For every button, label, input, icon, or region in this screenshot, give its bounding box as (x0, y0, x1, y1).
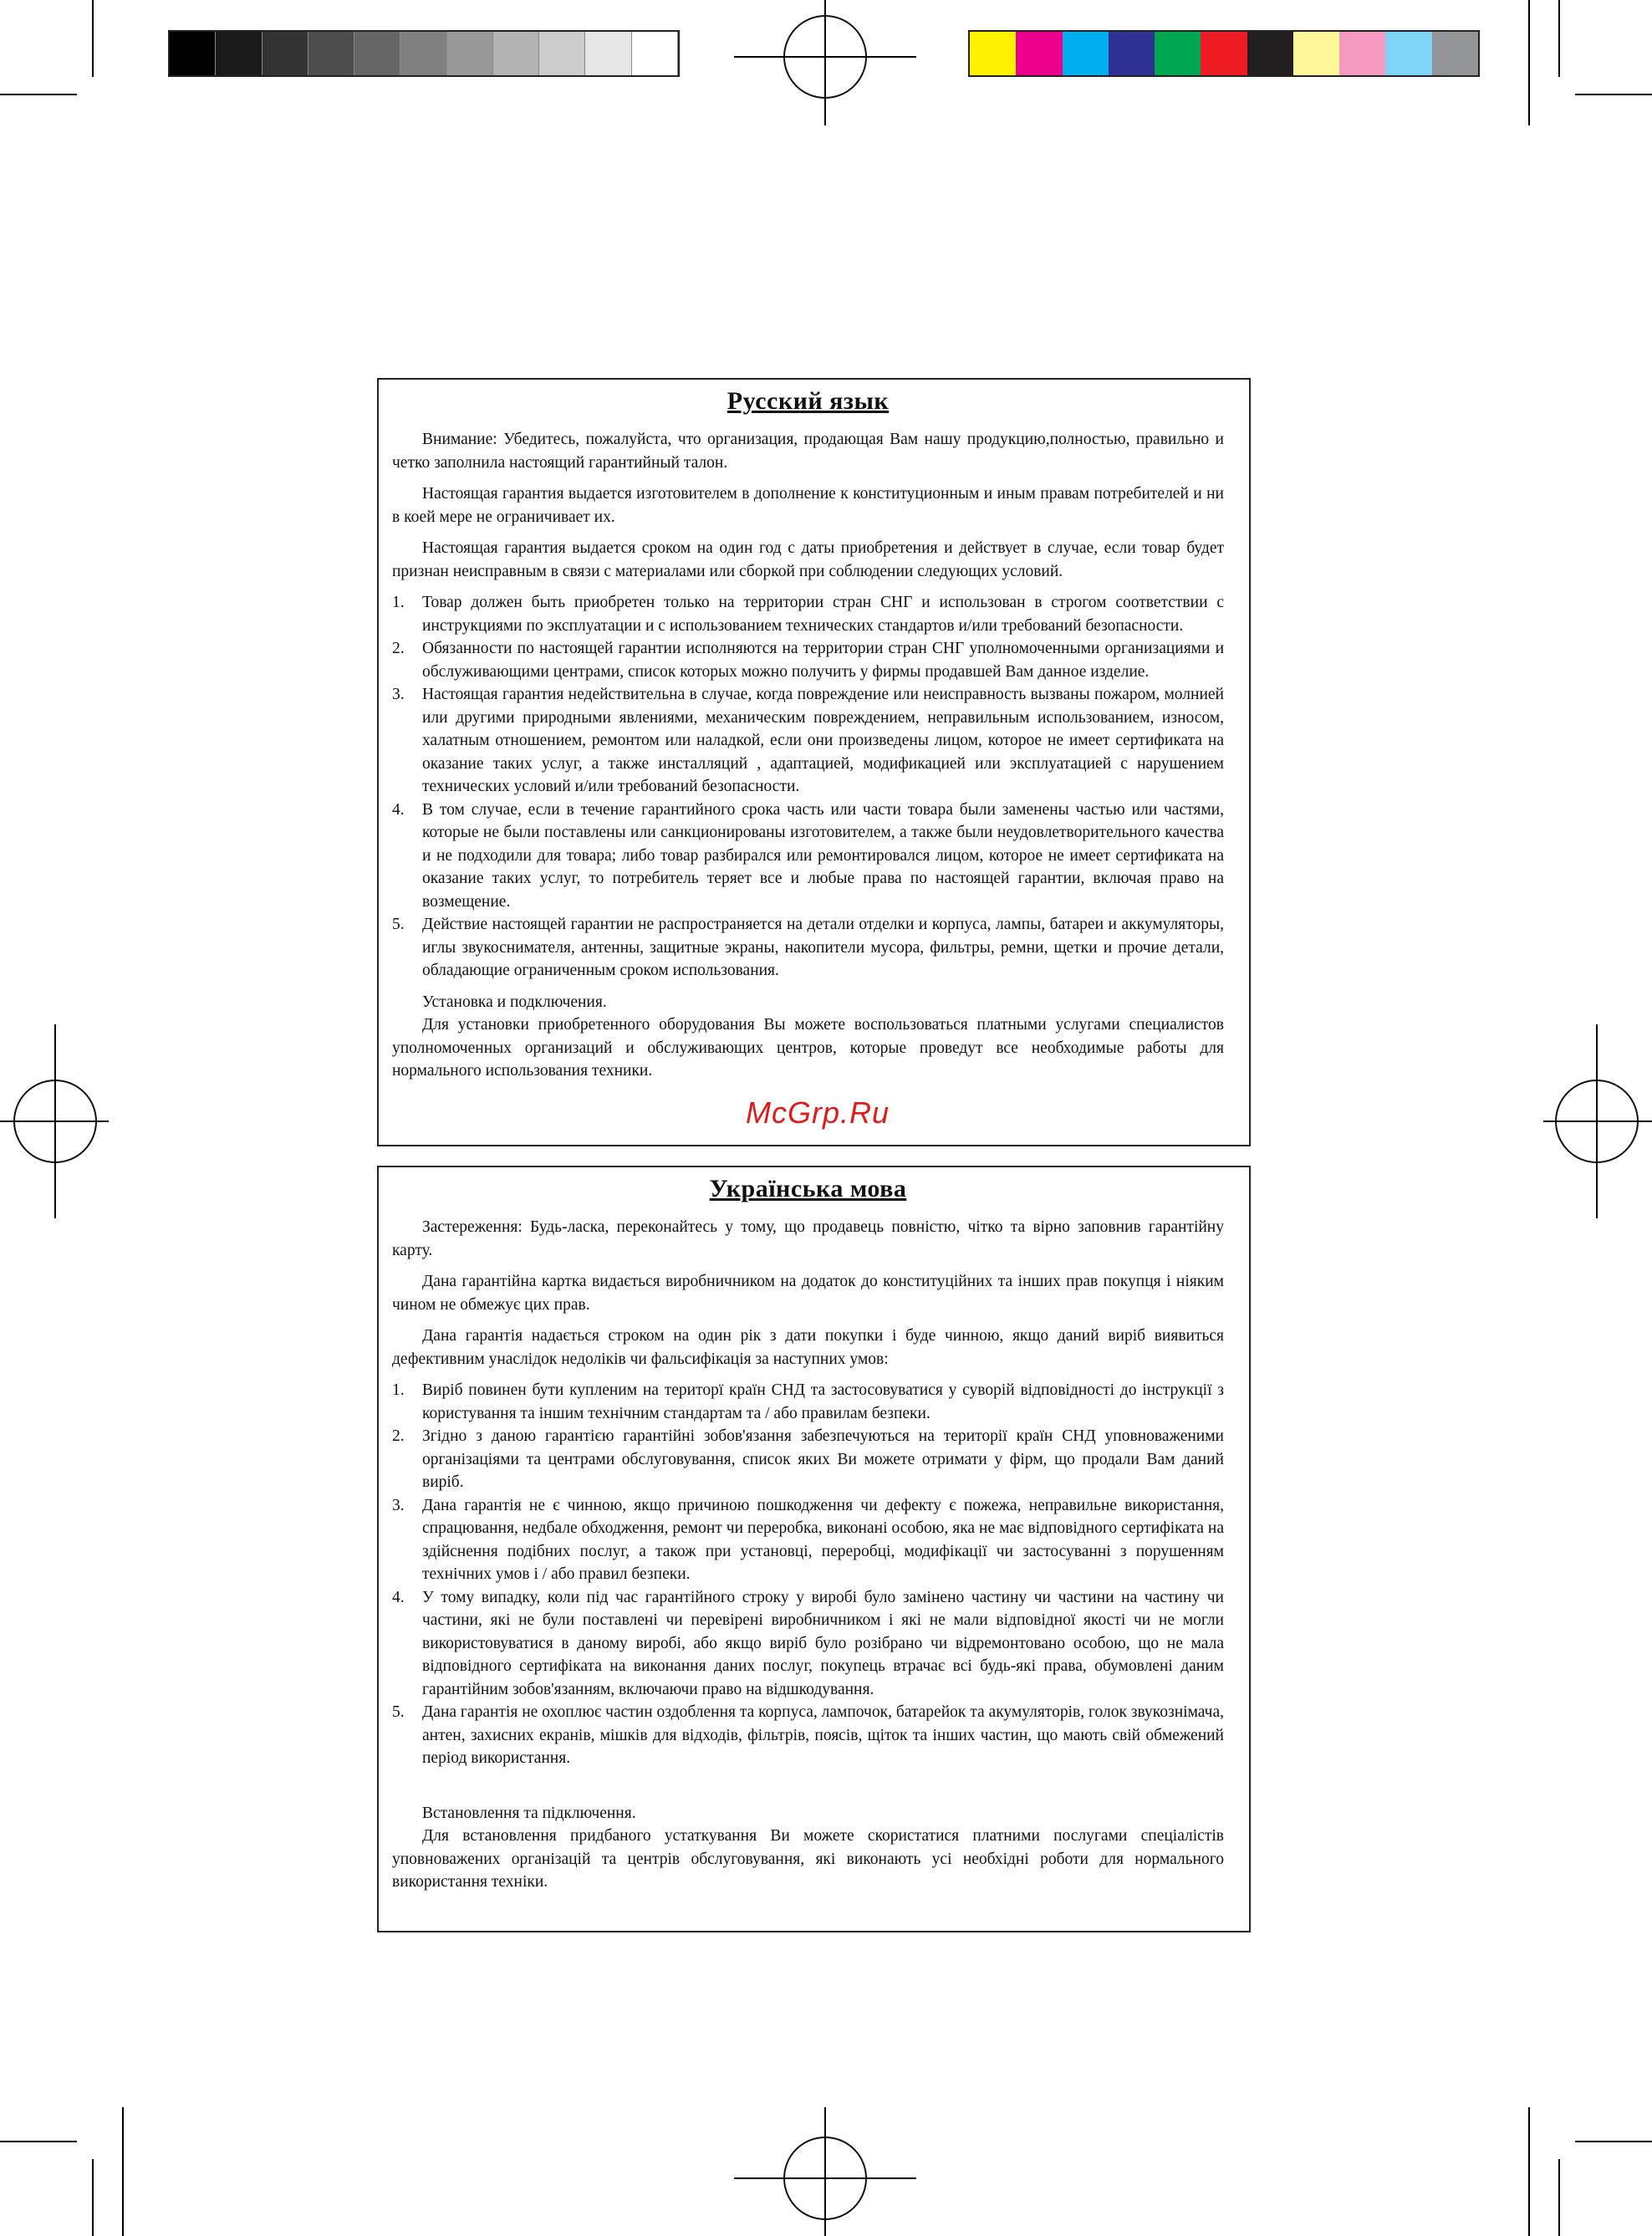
installation-text: Для установки приобретенного оборудования Вы можете воспользоваться платными услугами специалистов уполномоченных организаций и обслуживающих центров, которые проведут все необходимые работы для нормального использования техники. (392, 1016, 1224, 1080)
condition-item: 4. В том случае, если в течение гарантийного срока часть или части товара были заменены частью или частями, которые не были поставлены или санкционированы изготовителем, а также были неудовлетворительного качества и не подходили для товара; либо товар разбирался или ремонтировался лицом, которое не имеет сертификата на оказание таких услуг, то потребитель теряет все и любые права по настоящей гарантии, включая право на возмещение. (392, 800, 1224, 911)
registration-line (824, 0, 826, 125)
condition-item: 4. У тому випадку, коли під час гарантійного строку у виробі було замінено частину чи частини на частину чи частини, які не були поставлені чи перевірені виробничником і які не мали відповідної якості чи не могли використовуватися в даному виробі, або якщо виріб було розібрано чи відремонтовано особою, що не мала відповідного сертифіката на виконання даних послуг, покупець втрачає всі будь-які права, обумовлені даним гарантійним зобов'язанням, включаючи право на відшкодування. (392, 1588, 1224, 1698)
conditions-list (392, 1379, 1224, 1770)
gray-swatch (493, 32, 539, 75)
gray-swatch (216, 32, 262, 75)
crop-mark (1575, 2141, 1652, 2142)
gray-swatch (170, 32, 216, 75)
crop-mark (0, 94, 77, 95)
gray-swatch (632, 32, 678, 75)
section-title-russian: Русский язык (727, 387, 890, 415)
gray-swatch (585, 32, 631, 75)
condition-item: 3. Настоящая гарантия недействительна в случае, когда повреждение или неисправность вызваны пожаром, молнией или другими природными явлениями, механическим повреждением, неправильным использованием, износом, халатным отношением, ремонтом или наладкой, если они произведены лицом, которое не имеет сертификата на оказание таких услуг, а также инсталляций , адаптацией, модификацией или эксплуатацией с нарушением технических условий и/или требований безопасности. (392, 686, 1224, 795)
crop-mark (1575, 94, 1652, 95)
crop-mark (1528, 0, 1530, 125)
color-swatch (1385, 32, 1431, 75)
gray-swatch (400, 32, 446, 75)
conditions-list (392, 591, 1224, 983)
rights-paragraph: Настоящая гарантия выдается изготовителем в дополнение к конституционным и иным правам потребителей и ни в коей мере не ограничивает их. (392, 485, 1224, 526)
condition-item: 1. Виріб повинен бути купленим на територї країн СНД та застосовуватися у суворій відповідності до інструкції з користування та іншим технічним стандартам та / або правилам безпеки. (392, 1381, 1224, 1422)
installation-title: Встановлення та підключення. (422, 1804, 636, 1822)
color-swatch (1293, 32, 1339, 75)
color-calibration-bar (968, 30, 1480, 77)
installation-text: Для встановлення придбаного устаткування Ви можете скористатися платними послугами спеціалістів уповноважених організацій та центрів обслуговування, які виконають усі необхідні роботи для нормального використання техніки. (392, 1827, 1224, 1891)
warranty-section-russian (377, 378, 1251, 1146)
color-swatch (1432, 32, 1478, 75)
attention-paragraph: Застереження: Будь-ласка, переконайтесь у тому, що продавець повністю, чітко та вірно заповнив гарантійну карту. (392, 1218, 1224, 1259)
section-title-ukrainian: Українська мова (709, 1175, 907, 1202)
warranty-section-ukrainian (377, 1166, 1251, 1932)
registration-line (1543, 1121, 1652, 1122)
color-swatch (1247, 32, 1293, 75)
color-swatch (1339, 32, 1385, 75)
installation-title: Установка и подключения. (422, 993, 607, 1011)
attention-paragraph: Внимание: Убедитесь, пожалуйста, что организация, продающая Вам нашу продукцию,полностью, правильно и четко заполнила настоящий гарантийный талон. (392, 431, 1224, 472)
crop-mark (92, 0, 94, 77)
crop-mark (122, 2107, 124, 2236)
grayscale-calibration-bar (168, 30, 680, 77)
color-swatch (970, 32, 1016, 75)
color-swatch (1109, 32, 1155, 75)
registration-line (0, 1121, 109, 1122)
watermark-text: McGrp.Ru (746, 1095, 890, 1130)
crop-mark (92, 2159, 94, 2236)
condition-item: 3. Дана гарантія не є чинною, якщо причиною пошкодження чи дефекту є пожежа, неправильне використання, спрацювання, недбале обходження, ремонт чи переробка, виконані особою, яка не має відповідного сертифіката на здійснення подібних послуг, а також при установці, переробці, модифікації чи застосуванні з порушенням технічних умов і / або правил безпеки. (392, 1496, 1224, 1583)
condition-item: 5. Действие настоящей гарантии не распространяется на детали отделки и корпуса, лампы, батареи и аккумуляторы, иглы звукоснимателя, антенны, защитные экраны, накопители мусора, фильтры, ремни, щетки и прочие детали, обладающие ограниченным сроком использования. (392, 916, 1224, 979)
color-swatch (1155, 32, 1201, 75)
gray-swatch (447, 32, 493, 75)
gray-swatch (354, 32, 400, 75)
condition-item: 5. Дана гарантія не охоплює частин оздоблення та корпуса, лампочок, батарейок та акумуляторів, голок звукознімача, антен, захисних екранів, мішків для відходів, фільтрів, поясів, щіток та інших частин, що мають свій обмежений період використання. (392, 1703, 1224, 1767)
registration-line (824, 2107, 826, 2236)
rights-paragraph: Дана гарантійна картка видається виробничником на додаток до конституційних та інших прав покупця і ніяким чином не обмежує цих прав. (392, 1273, 1224, 1314)
term-paragraph: Дана гарантія надається строком на один рік з дати покупки і буде чинною, якщо даний виріб виявиться дефективним унаслідок недоліків чи фальсифікація за наступних умов: (392, 1327, 1224, 1368)
gray-swatch (263, 32, 308, 75)
term-paragraph: Настоящая гарантия выдается сроком на один год с даты приобретения и действует в случае, если товар будет признан неисправным в связи с материалами или сборкой при соблюдении следующих условий. (392, 539, 1224, 580)
color-swatch (1201, 32, 1247, 75)
condition-item: 2. Згідно з даною гарантією гарантійні зобов'язання забезпечуються на території країн СНД уповноваженими організаціями та центрами обслуговування, список яких Ви можете отримати у фірм, що продали Вам даний виріб. (392, 1427, 1224, 1491)
gray-swatch (539, 32, 585, 75)
registration-line (734, 56, 916, 58)
color-swatch (1063, 32, 1109, 75)
registration-line (734, 2177, 916, 2179)
color-swatch (1016, 32, 1062, 75)
gray-swatch (308, 32, 354, 75)
crop-mark (1528, 2107, 1530, 2236)
condition-item: 1. Товар должен быть приобретен только на территории стран СНГ и использован в строгом соответствии с инструкциями по эксплуатации и с использованием технических стандартов и/или требований безопасности. (392, 594, 1224, 635)
spacer (392, 1779, 1224, 1802)
crop-mark (0, 2141, 77, 2142)
crop-mark (1558, 2159, 1560, 2236)
crop-mark (1558, 0, 1560, 77)
condition-item: 2. Обязанности по настоящей гарантии исполняются на территории стран СНГ уполномоченными организациями и обслуживающими центрами, список которых можно получить у фирмы продавшей Вам данное изделие. (392, 640, 1224, 681)
